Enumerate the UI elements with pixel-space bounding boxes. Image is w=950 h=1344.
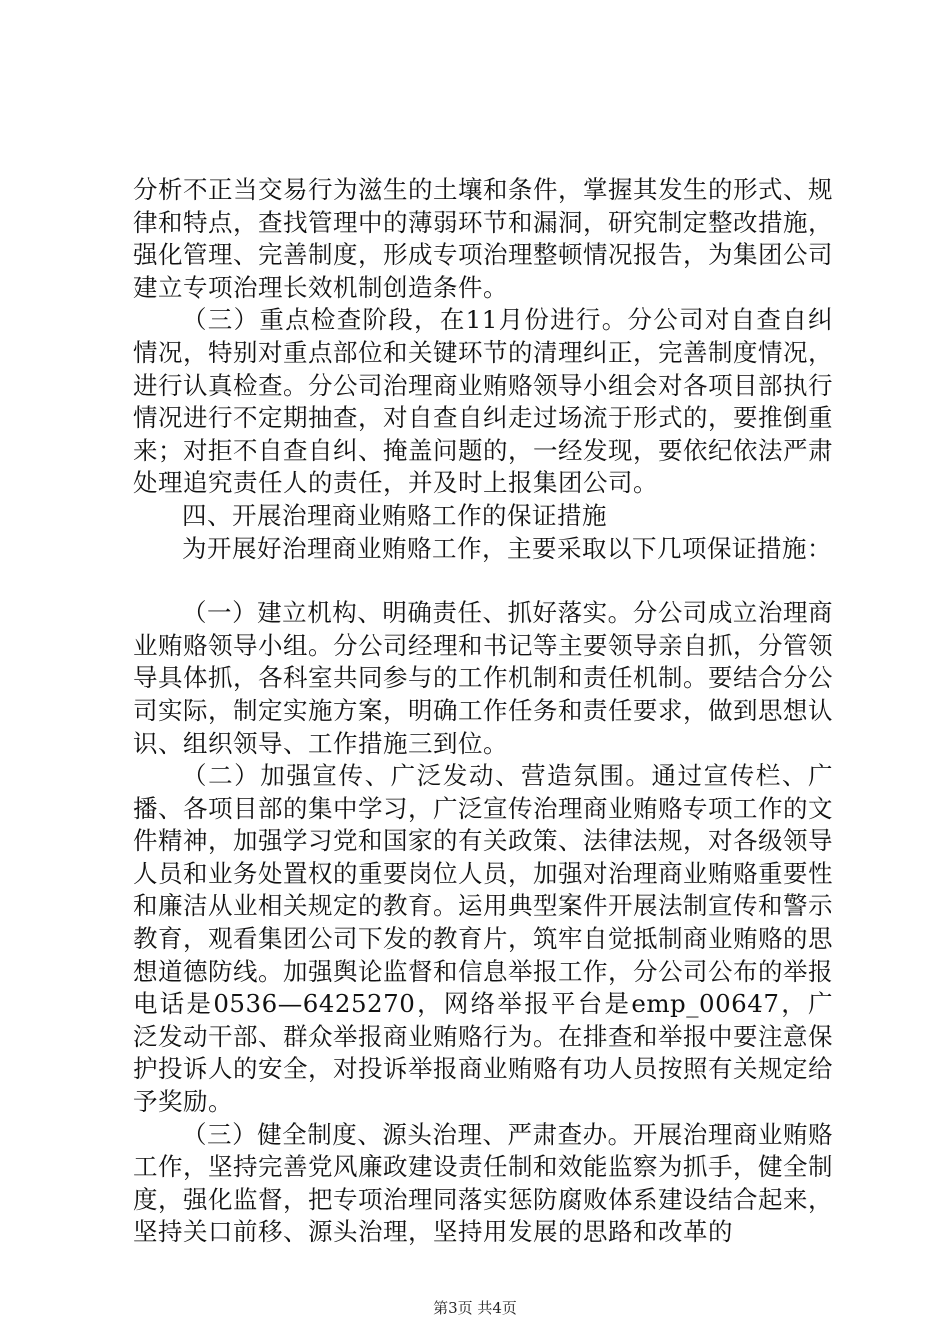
paragraph-measure-one: （一）建立机构、明确责任、抓好落实。分公司成立治理商业贿赂领导小组。分公司经理和书记等主要领导亲自抓，分管领导具体抓，各科室共同参与的工作机制和责任机制。要结合分公司实际，制定实施方案，明确工作任务和责任要求，做到思想认识、组织领导、工作措施三到位。 (133, 598, 833, 758)
paragraph-measures-intro: 为开展好治理商业贿赂工作，主要采取以下几项保证措施： (182, 533, 832, 563)
paragraph-measure-two: （二）加强宣传、广泛发动、营造氛围。通过宣传栏、广播、各项目部的集中学习，广泛宣传治理商业贿赂专项工作的文件精神，加强学习党和国家的有关政策、法律法规，对各级领导人员和业务处置权的重要岗位人员，加强对治理商业贿赂重要性和廉洁从业相关规定的教育。运用典型案件开展法制宣传和警示教育，观看集团公司下发的教育片，筑牢自觉抵制商业贿赂的思想道德防线。加强舆论监督和信息举报工作，分公司公布的举报电话是0536—6425270，网络举报平台是emp_00647，广泛发动干部、群众举报商业贿赂行为。在排查和举报中要注意保护投诉人的安全，对投诉举报商业贿赂有功人员按照有关规定给予奖励。 (133, 761, 833, 1117)
page-footer (0, 1298, 950, 1318)
paragraph-analysis: 分析不正当交易行为滋生的土壤和条件，掌握其发生的形式、规律和特点，查找管理中的薄弱环节和漏洞，研究制定整改措施，强化管理、完善制度，形成专项治理整顿情况报告，为集团公司建立专项治理长效机制创造条件。 (133, 175, 833, 302)
paragraph-measure-three: （三）健全制度、源头治理、严肃查办。开展治理商业贿赂工作，坚持完善党风廉政建设责任制和效能监察为抓手，健全制度，强化监督，把专项治理同落实惩防腐败体系建设结合起来，坚持关口前移、源头治理，坚持用发展的思路和改革的 (133, 1119, 833, 1247)
blank-line (133, 565, 833, 597)
paragraph-key-inspection: （三）重点检查阶段，在11月份进行。分公司对自查自纠情况，特别对重点部位和关键环节的清理纠正，完善制度情况，进行认真检查。分公司治理商业贿赂领导小组会对各项目部执行情况进行不定期抽查，对自查自纠走过场流于形式的，要推倒重来；对拒不自查自纠、掩盖问题的，一经发现，要依纪依法严肃处理追究责任人的责任，并及时上报集团公司。 (133, 305, 833, 498)
page-number-label: 第3页 共4页 (433, 1299, 517, 1317)
document-body (133, 174, 833, 1249)
section-heading-guarantee-measures: 四、开展治理商业贿赂工作的保证措施 (182, 500, 607, 530)
